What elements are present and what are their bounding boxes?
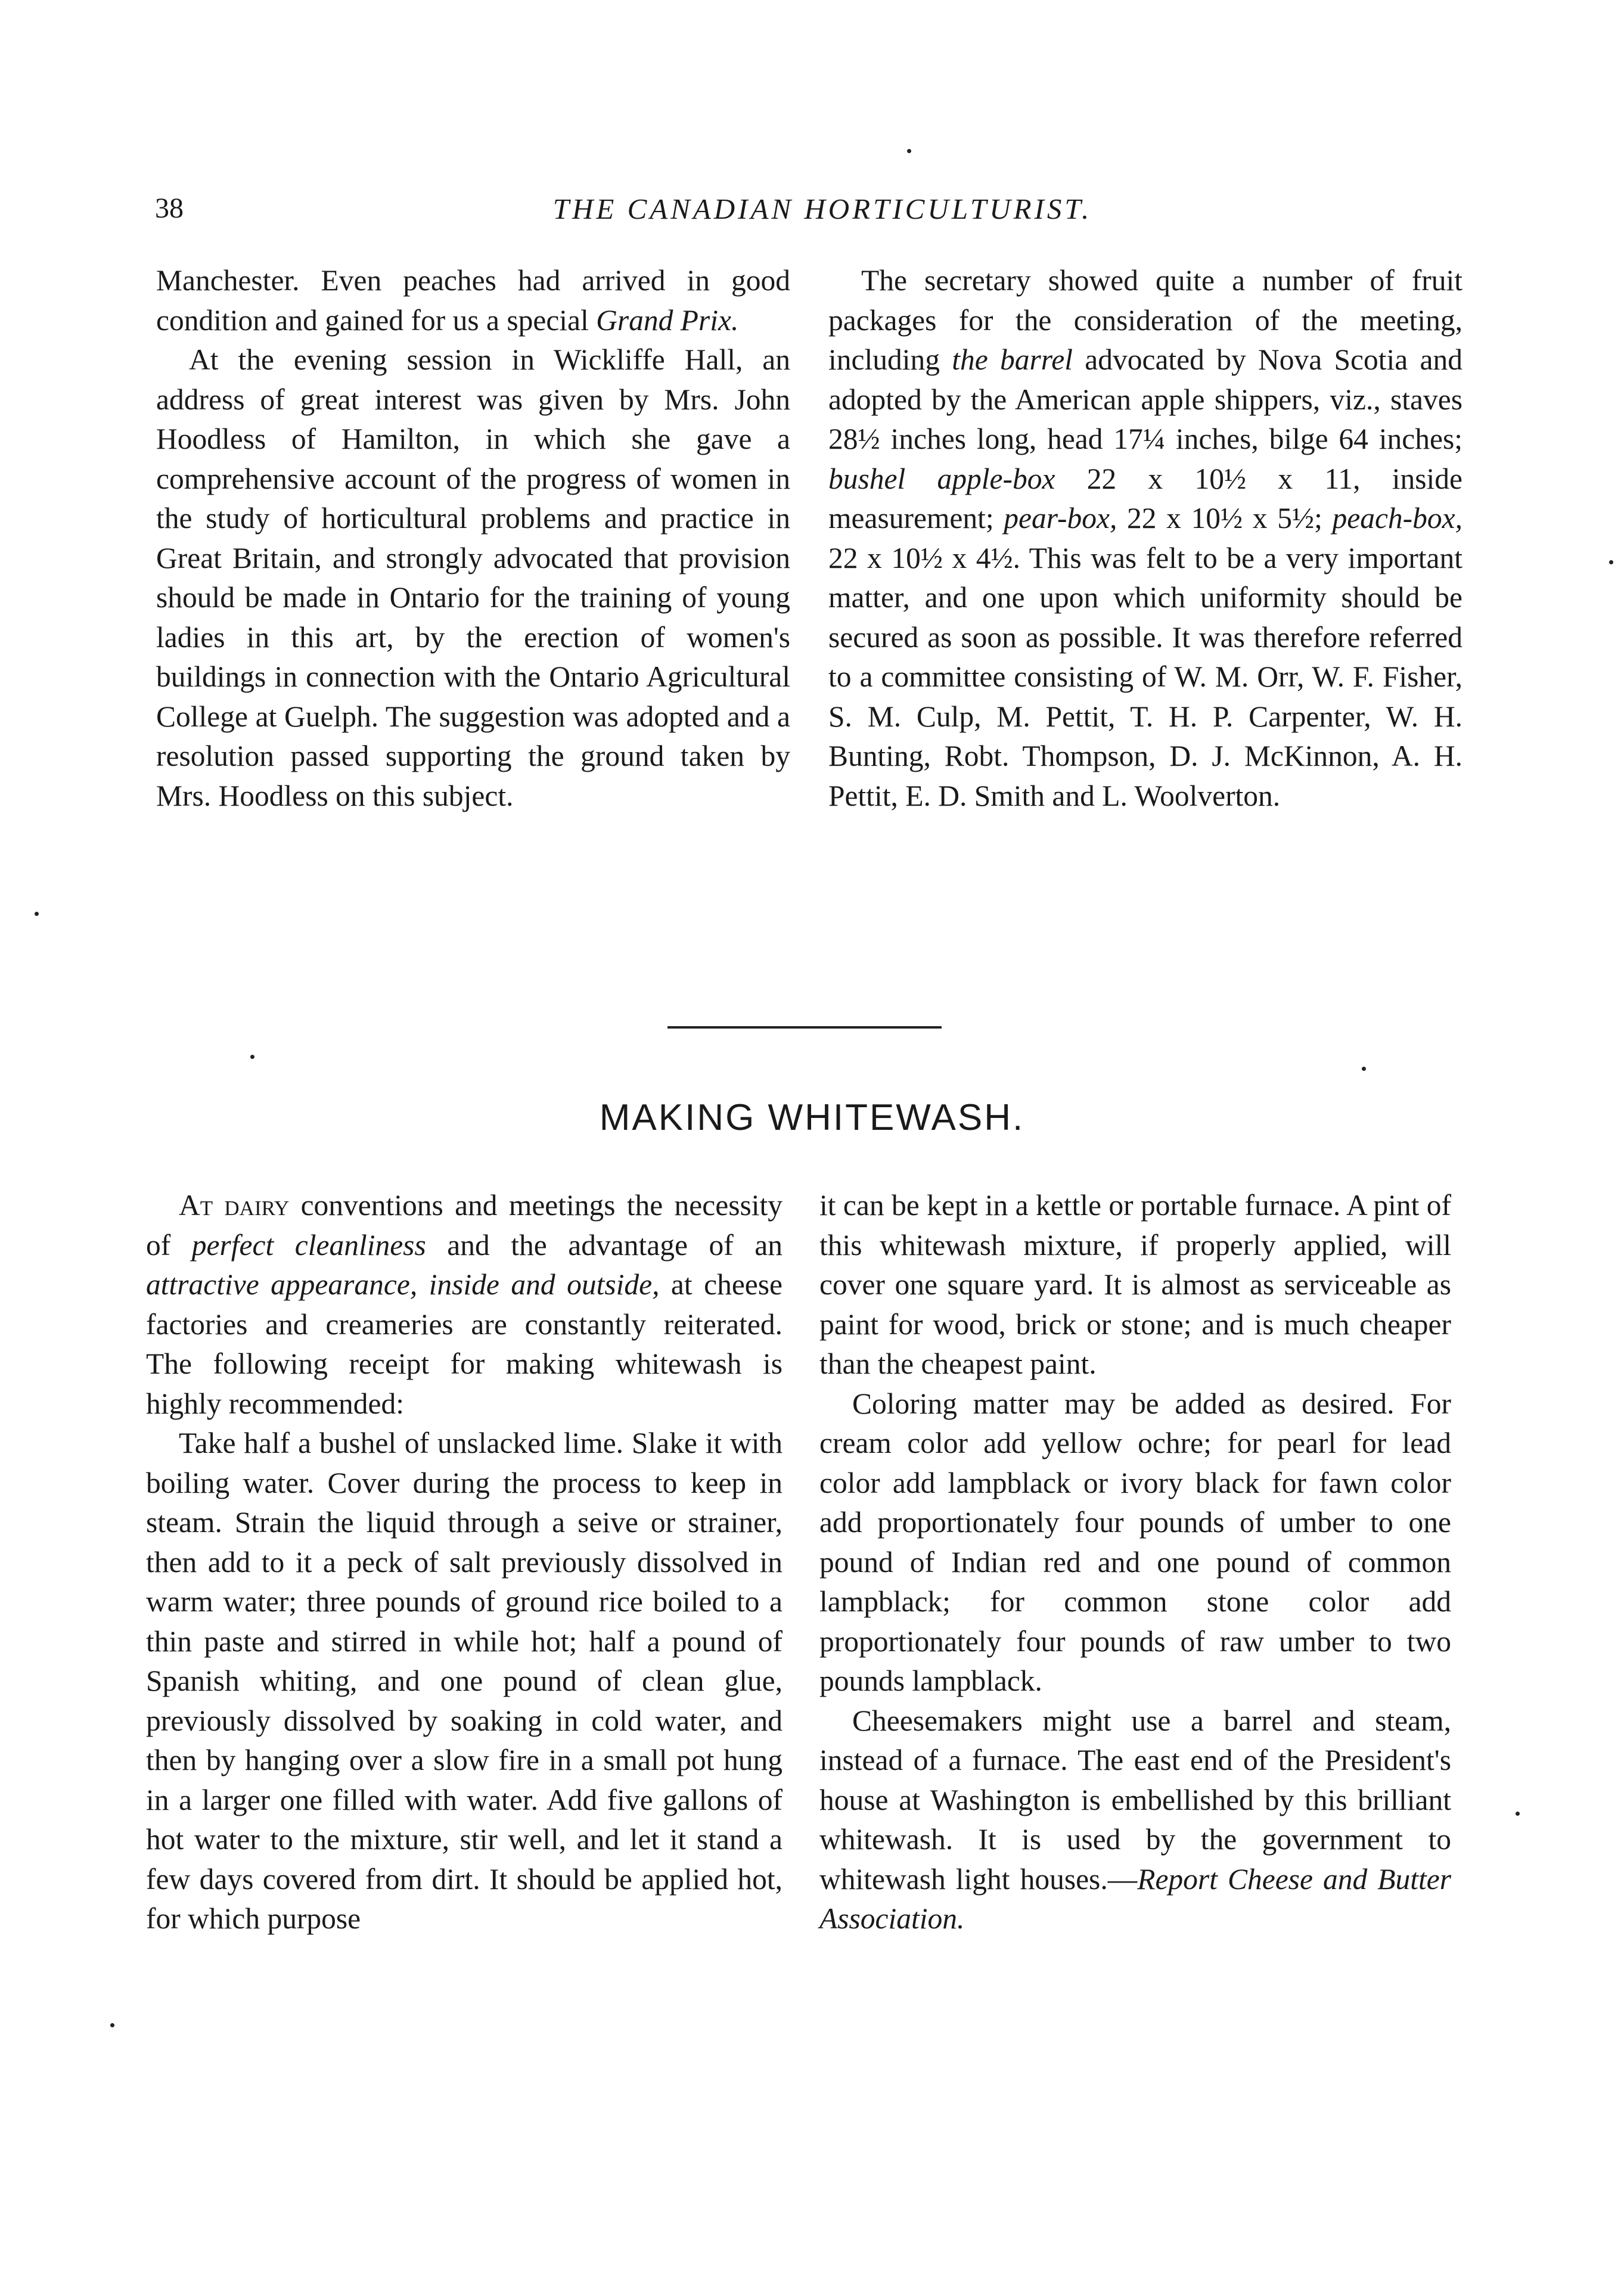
page-header — [155, 192, 1490, 240]
paragraph-text: Cheesemakers might use a barrel and steam, instead of a furnace. The east end of the President's house at Washington is embellished by this brilliant whitewash. It is used by the government to whitewash light houses.— — [819, 1704, 1451, 1896]
italic-text: Report Cheese and Butter Association. — [819, 1862, 1452, 1935]
lead-in-text: At dairy — [179, 1189, 290, 1222]
paragraph: Coloring matter may be added as desired. For cream color add yellow ochre; for pearl for lead color add lampblack or ivory black for fawn color add proportionately four pounds of umber to one pound of Indian red and one pound of common lampblack; for common stone color add proportionately four pounds of raw umber to two pounds lampblack. — [819, 1387, 1451, 1697]
italic-text: Grand Prix. — [596, 303, 739, 337]
italic-text: attractive appearance, inside and outside, — [146, 1268, 660, 1301]
italic-text: bushel apple-box — [828, 462, 1055, 495]
print-speck — [250, 1055, 254, 1059]
article1-column-left — [156, 261, 790, 816]
paragraph-text: 22 x 10½ x 5½; — [1117, 502, 1333, 535]
print-speck — [1362, 1067, 1366, 1071]
paragraph-text: at cheese factories and creameries are constantly reiterated. The following receipt for making whitewash is highly recommended: — [146, 1268, 782, 1420]
print-speck — [110, 2023, 114, 2027]
paragraph — [156, 261, 790, 340]
paragraph: it can be kept in a kettle or portable furnace. A pint of this whitewash mixture, if properly applied, will cover one square yard. It is almost as serviceable as paint for wood, brick or stone; and is much cheaper than the cheapest paint. — [819, 1189, 1451, 1380]
article-title: MAKING WHITEWASH. — [599, 1097, 1025, 1138]
paragraph-text: Manchester. Even peaches had arrived in good condition and gained for us a special — [156, 264, 790, 337]
paragraph-text: conventions and meetings the necessity of — [146, 1189, 783, 1262]
print-speck — [35, 912, 39, 916]
italic-text: peach-box, — [1332, 502, 1462, 535]
section-divider — [667, 1026, 942, 1029]
running-title: THE CANADIAN HORTICULTURIST. — [552, 192, 1092, 225]
article2-column-right — [819, 1186, 1451, 1939]
paragraph-text: advocated by Nova Scotia and adopted by the American apple shippers, viz., staves 28½ inches long, head 17¼ inches, bilge 64 inches; — [828, 343, 1462, 455]
paragraph — [828, 261, 1462, 816]
article1-column-right — [828, 261, 1462, 816]
print-speck — [1516, 1812, 1520, 1816]
paragraph-text: and the advantage of an — [426, 1228, 782, 1262]
print-speck — [907, 149, 911, 153]
paragraph-text: 22 x 10½ x 11, inside measurement; — [828, 462, 1463, 535]
paragraph — [146, 1186, 782, 1424]
italic-text: perfect cleanliness — [191, 1228, 426, 1262]
italic-text: the barrel — [952, 343, 1073, 376]
article2-column-left — [146, 1186, 782, 1939]
paragraph — [819, 1701, 1451, 1939]
paragraph: Take half a bushel of unslacked lime. Slake it with boiling water. Cover during the process to keep in steam. Strain the liquid through a seive or strainer, then add to it a peck of salt previously dissolved in warm water; three pounds of ground rice boiled to a thin paste and stirred in while hot; half a pound of Spanish whiting, and one pound of clean glue, previously dissolved by soaking in cold water, and then by hanging over a slow fire in a small pot hung in a larger one filled with water. Add five gallons of hot water to the mixture, stir well, and let it stand a few days covered from dirt. It should be applied hot, for which purpose — [146, 1427, 782, 1935]
paragraph-text: The secretary showed quite a number of fruit packages for the consideration of the meeting, including — [828, 264, 1462, 376]
print-speck — [1609, 560, 1613, 564]
paragraph-text: 22 x 10½ x 4½. This was felt to be a very important matter, and one upon which uniformity should be secured as soon as possible. It was therefore referred to a committee consisting of W. M. Orr, W. F. Fisher, S. M. Culp, M. Pettit, T. H. P. Carpenter, W. H. Bunting, Robt. Thompson, D. J. McKinnon, A. H. Pettit, E. D. Smith and L. Woolverton. — [828, 541, 1462, 812]
page-number: 38 — [155, 192, 184, 224]
italic-text: pear-box, — [1004, 502, 1117, 535]
paragraph: At the evening session in Wickliffe Hall, an address of great interest was given by Mrs. John Hoodless of Hamilton, in which she gave a comprehensive account of the progress of women in the study of horticultural problems and practice in Great Britain, and strongly advocated that provision should be made in Ontario for the training of young ladies in this art, by the erection of women's buildings in connection with the Ontario Agricultural College at Guelph. The suggestion was adopted and a resolution passed supporting the ground taken by Mrs. Hoodless on this subject. — [156, 343, 790, 812]
